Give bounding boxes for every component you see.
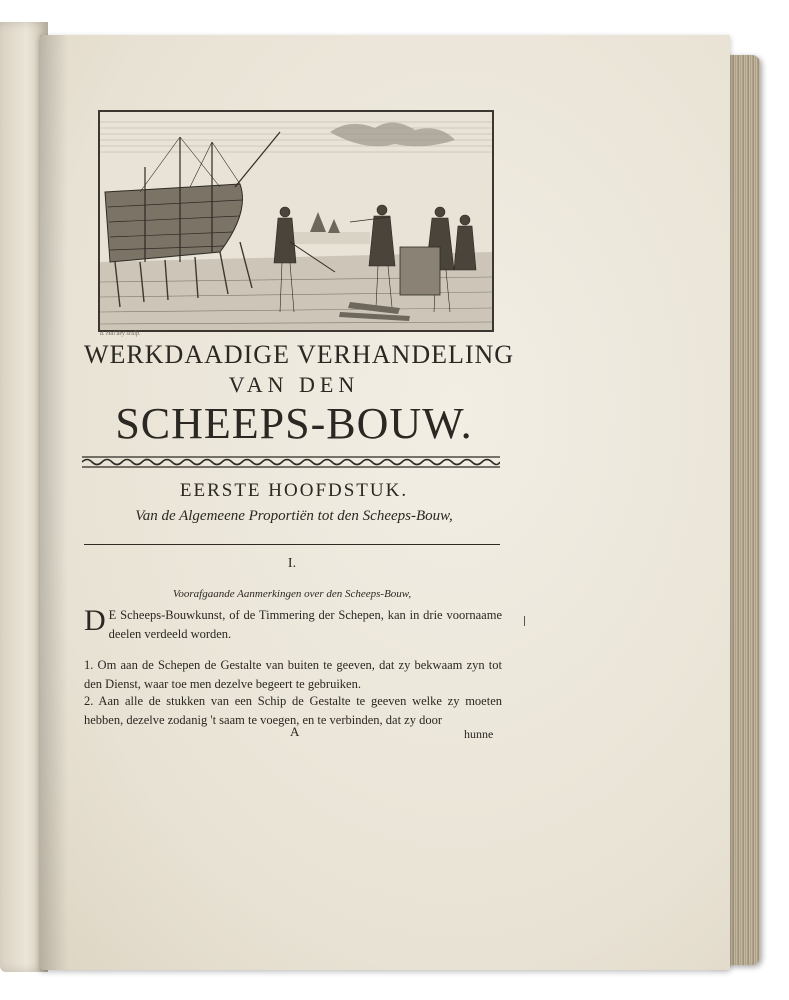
margin-mark bbox=[524, 616, 525, 626]
chapter-title: EERSTE HOOFDSTUK. bbox=[179, 480, 409, 501]
paragraph-2: 1. Om aan de Schepen de Gestalte van buiten te geeven, dat zy bekwaam zyn tot den Dienst, waar toe men dezelve begeert te gebruiken. bbox=[84, 658, 502, 691]
title-line-1: WERKDAADIGE VERHANDELING bbox=[84, 340, 515, 369]
paragraph-3: 2. Aan alle de stukken van een Schip de Gestalte te geeven welke zy moeten hebben, dezelve zodanig 't saam te voegen, en te verbinden, dat zy door bbox=[84, 694, 502, 727]
title-line-3: SCHEEPS-BOUW. bbox=[115, 399, 473, 448]
section-number: I. bbox=[287, 556, 297, 571]
shipyard-illustration bbox=[100, 112, 492, 330]
signature-mark: A bbox=[290, 724, 300, 739]
shipyard-engraving bbox=[98, 110, 494, 332]
title-line-2: VAN DEN bbox=[228, 372, 360, 397]
drop-cap: D bbox=[84, 604, 106, 637]
paragraph-1 bbox=[84, 606, 502, 644]
catchword: hunne bbox=[464, 727, 494, 741]
engraver-credit: d. Hal dey sculp. bbox=[100, 331, 141, 337]
section-rule bbox=[84, 544, 500, 545]
ornamental-rule bbox=[82, 455, 500, 469]
section-title: Voorafgaande Aanmerkingen over den Scheeps-Bouw, bbox=[172, 588, 412, 600]
paragraph-1-text: E Scheeps-Bouwkunst, of de Timmering der Schepen, kan in drie voornaame deelen verdeeld worden. bbox=[108, 608, 502, 641]
chapter-subtitle: Van de Algemeene Proportiën tot den Scheeps-Bouw, bbox=[135, 508, 453, 524]
